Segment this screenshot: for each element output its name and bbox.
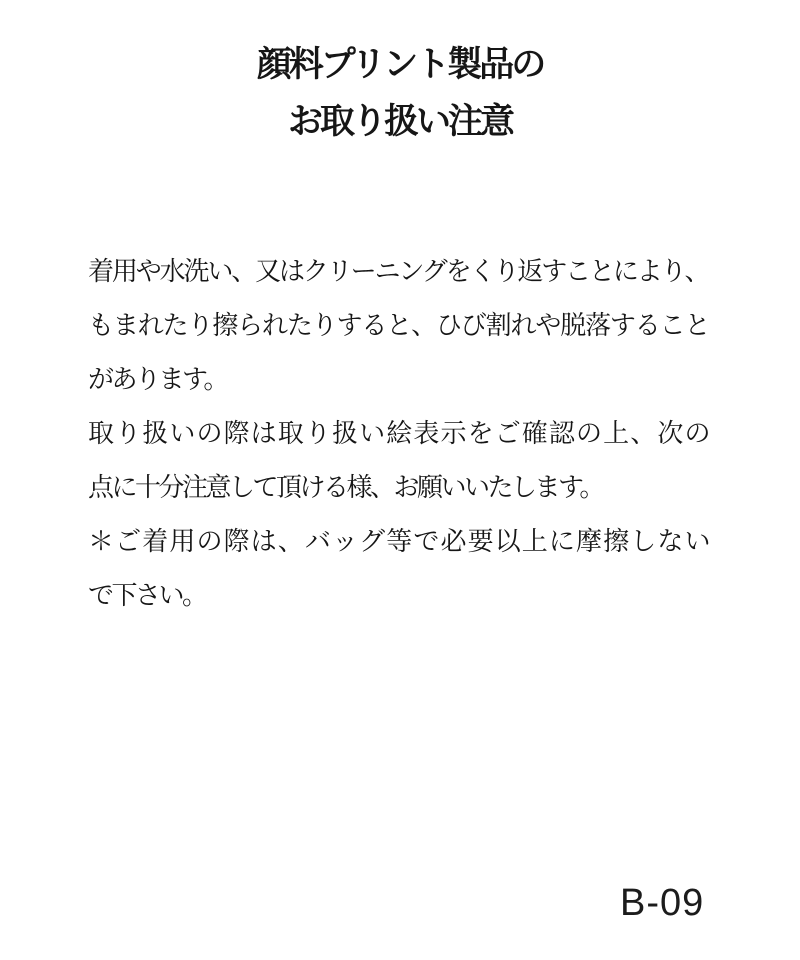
body-text: [88, 244, 708, 622]
body-line-1: 着用や水洗い、又はクリーニングをくり返すことにより、: [88, 256, 708, 286]
page-title: [0, 36, 800, 150]
page-code: B-09: [620, 882, 705, 924]
body-line-6: ＊ご着用の際は、バッグ等で必要以上に摩擦しない: [88, 526, 708, 556]
body-line-3: があります。: [88, 364, 227, 394]
body-line-4: 取り扱いの際は取り扱い絵表示をご確認の上、次の: [88, 418, 708, 448]
body-line-5: 点に十分注意して頂ける様、お願いいたします。: [88, 472, 603, 502]
body-line-2: もまれたり擦られたりすると、ひび割れや脱落すること: [88, 310, 708, 340]
title-line-2: お取り扱い注意: [287, 102, 512, 141]
body-line-7: で下さい。: [88, 580, 206, 610]
title-line-1: 顔料プリント製品の: [256, 45, 544, 84]
